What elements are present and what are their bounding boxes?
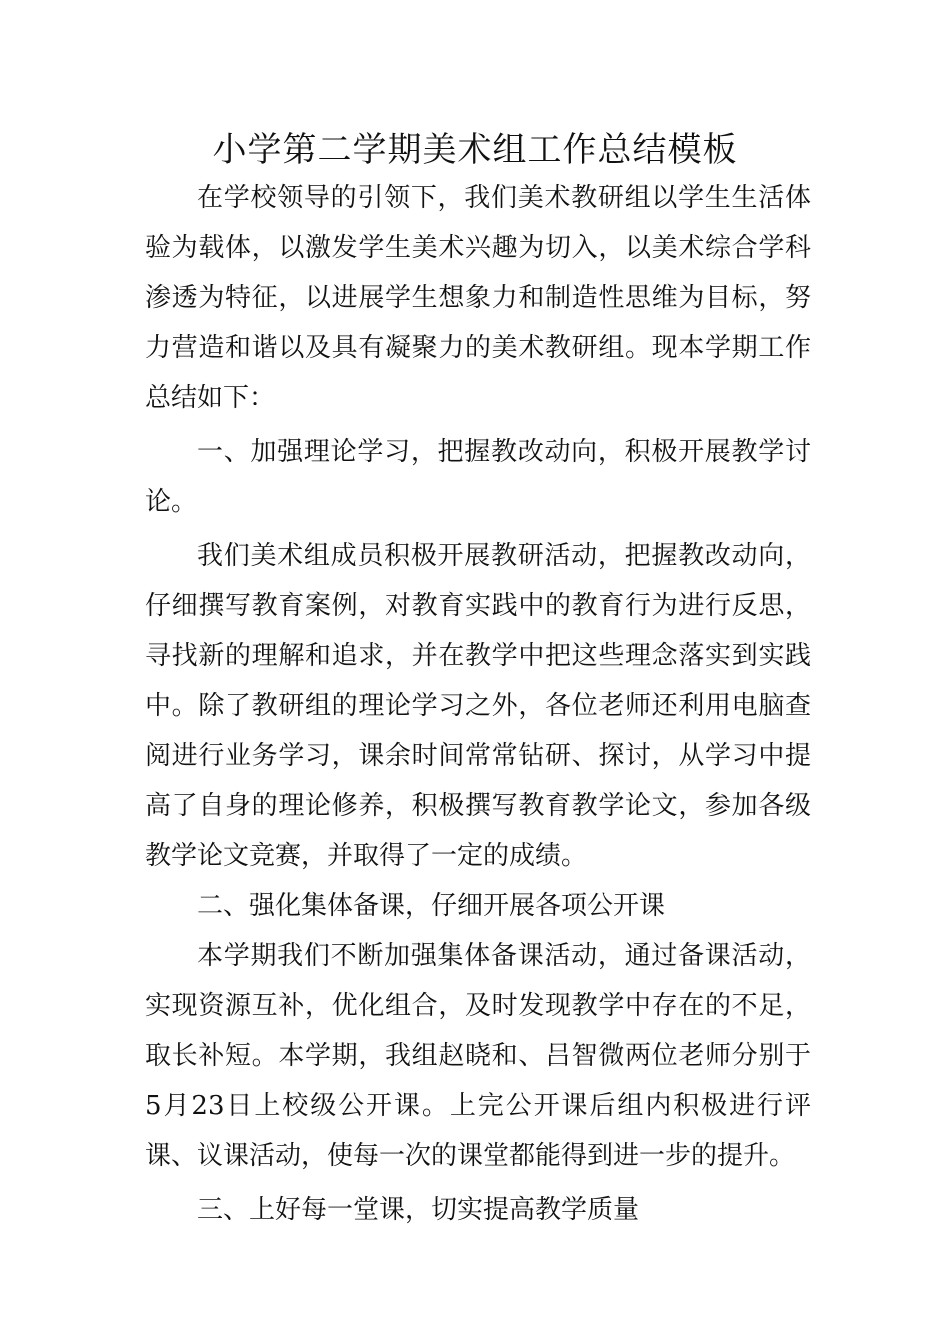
section-heading-3: 三、上好每一堂课，切实提高教学质量 xyxy=(197,1195,640,1225)
document-title: 小学第二学期美术组工作总结模板 xyxy=(212,130,738,170)
section-paragraph-2: 本学期我们不断加强集体备课活动，通过备课活动，实现资源互补，优化组合，及时发现教学中存在的不足，取长补短。本学期，我组赵晓和、吕智微两位老师分别于5月23日上校级公开课。上完公开课后组内积极进行评课、议课活动，使每一次的课堂都能得到进一步的提升。 xyxy=(145,941,811,1171)
section-heading-2: 二、强化集体备课，仔细开展各项公开课 xyxy=(197,891,666,921)
section-paragraph-1: 我们美术组成员积极开展教研活动，把握教改动向，仔细撰写教育案例，对教育实践中的教育行为进行反思，寻找新的理解和追求，并在教学中把这些理念落实到实践中。除了教研组的理论学习之外，各位老师还利用电脑查阅进行业务学习，课余时间常常钻研、探讨，从学习中提高了自身的理论修养，积极撰写教育教学论文，参加各级教学论文竞赛，并取得了一定的成绩。 xyxy=(145,541,811,871)
intro-paragraph: 在学校领导的引领下，我们美术教研组以学生生活体验为载体，以激发学生美术兴趣为切入，以美术综合学科渗透为特征，以进展学生想象力和制造性思维为目标，努力营造和谐以及具有凝聚力的美术教研组。现本学期工作总结如下： xyxy=(145,183,811,413)
document-body xyxy=(145,173,811,1235)
section-heading-1: 一、加强理论学习，把握教改动向，积极开展教学讨论。 xyxy=(145,437,811,517)
